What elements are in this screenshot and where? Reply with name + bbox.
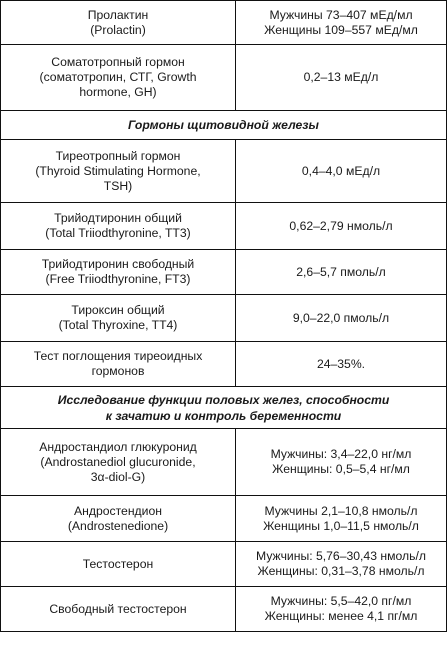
name-line: Пролактин — [87, 7, 149, 22]
reference-value-cell — [236, 1, 447, 45]
name-line: Тиреотропный гормон — [55, 148, 181, 163]
analyte-name-cell — [1, 250, 236, 295]
table-row — [1, 587, 447, 632]
value-line: 2,6–5,7 пмоль/л — [296, 264, 386, 279]
value-line: 0,62–2,79 нмоль/л — [289, 218, 393, 233]
table-row — [1, 140, 447, 203]
value-line: Мужчины: 5,76–30,43 нмоль/л — [256, 549, 426, 563]
value-line: Мужчины 73–407 мЕд/мл — [269, 7, 413, 22]
name-line: (соматотропин, СТГ, Growth — [39, 70, 197, 84]
value-line: 0,2–13 мЕд/л — [303, 70, 379, 84]
reference-value-cell — [236, 496, 447, 542]
name-line: Свободный тестостерон — [49, 601, 187, 616]
table-row — [1, 250, 447, 295]
analyte-name-cell — [1, 203, 236, 250]
name-line: 3α-diol-G) — [90, 469, 146, 484]
reference-value-cell — [236, 140, 447, 203]
analyte-name-cell — [1, 1, 236, 45]
reference-value-cell — [236, 250, 447, 295]
analyte-name-cell — [1, 342, 236, 387]
reference-value-cell — [236, 587, 447, 632]
reference-value-cell — [236, 295, 447, 342]
table-row — [1, 295, 447, 342]
name-line: (Androstenedione) — [67, 518, 169, 533]
section-title — [1, 387, 447, 429]
reference-value-cell — [236, 45, 447, 111]
section-header-row — [1, 387, 447, 429]
analyte-name-cell — [1, 429, 236, 496]
table-row — [1, 542, 447, 587]
name-line: (Androstanediol glucuronide, — [40, 454, 196, 469]
name-line: Трийодтиронин общий — [54, 211, 182, 225]
name-line: Тест поглощения тиреоидных — [33, 349, 203, 363]
name-line: Соматотропный гормон — [51, 55, 185, 69]
value-line: Мужчины 2,1–10,8 нмоль/л — [264, 503, 418, 518]
reference-value-cell — [236, 429, 447, 496]
name-line: (Total Thyroxine, TT4) — [58, 318, 178, 332]
table-row — [1, 1, 447, 45]
section-header-row — [1, 111, 447, 140]
name-line: Тестостерон — [82, 556, 154, 571]
name-line: (Total Triiodthyronine, TT3) — [45, 226, 191, 240]
name-line: (Thyroid Stimulating Hormone, — [35, 163, 201, 178]
name-line: Тироксин общий — [71, 303, 165, 317]
analyte-name-cell — [1, 140, 236, 203]
name-line: Андростендион — [73, 503, 162, 518]
table-row — [1, 496, 447, 542]
table-row — [1, 342, 447, 387]
table-row — [1, 45, 447, 111]
title-line: к зачатию и контроль беременности — [105, 408, 342, 423]
value-line: Женщины: 0,5–5,4 нг/мл — [272, 462, 410, 476]
table-row — [1, 429, 447, 496]
table-body — [1, 1, 447, 632]
value-line: Женщины 109–557 мЕд/мл — [264, 22, 418, 37]
value-line: Мужчины: 3,4–22,0 нг/мл — [270, 447, 412, 461]
reference-value-cell — [236, 203, 447, 250]
reference-value-cell — [236, 342, 447, 387]
name-line: Трийодтиронин свободный — [41, 257, 195, 271]
table-row — [1, 203, 447, 250]
name-line: гормонов — [91, 364, 145, 378]
value-line: Женщины 1,0–11,5 нмоль/л — [263, 518, 419, 533]
value-line: 9,0–22,0 пмоль/л — [292, 310, 390, 325]
title-line: Гормоны щитовидной железы — [128, 118, 319, 132]
name-line: TSH) — [103, 178, 133, 193]
name-line: (Prolactin) — [90, 22, 146, 37]
analyte-name-cell — [1, 295, 236, 342]
value-line: 24–35%. — [316, 356, 366, 371]
section-title — [1, 111, 447, 140]
value-line: 0,4–4,0 мЕд/л — [301, 163, 381, 178]
value-line: Женщины: 0,31–3,78 нмоль/л — [257, 564, 425, 578]
analyte-name-cell — [1, 542, 236, 587]
name-line: (Free Triiodthyronine, FT3) — [45, 272, 191, 286]
name-line: Андростандиол глюкуронид — [39, 439, 197, 454]
name-line: hormone, GH) — [79, 85, 157, 99]
value-line: Женщины: менее 4,1 пг/мл — [264, 609, 418, 623]
title-line: Исследование функции половых желез, способности — [57, 392, 390, 407]
value-line: Мужчины: 5,5–42,0 пг/мл — [270, 594, 412, 608]
reference-value-cell — [236, 542, 447, 587]
analyte-name-cell — [1, 587, 236, 632]
analyte-name-cell — [1, 45, 236, 111]
analyte-name-cell — [1, 496, 236, 542]
